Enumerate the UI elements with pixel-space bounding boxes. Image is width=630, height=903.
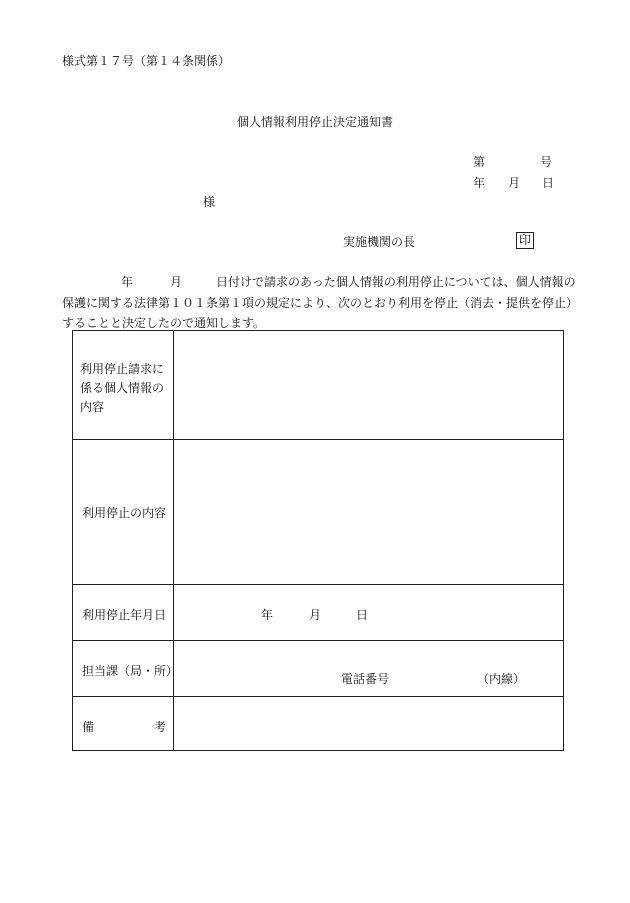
agency-head: 実施機関の長 (343, 235, 416, 249)
body-text-line-3: することと決定したので通知します。 (62, 316, 266, 330)
row-label-remarks-first-char: 備 (82, 720, 95, 734)
body-text-line-1: 日付けで請求のあった個人情報の利用停止については、個人情報の (216, 275, 576, 289)
row-label-suspension-content: 利用停止の内容 (82, 506, 167, 520)
table-row-divider (73, 696, 563, 697)
phone-number-label: 電話番号 (341, 672, 390, 686)
body-text-line-2: 保護に関する法律第１０１条第１項の規定により、次のとおり利用を停止（消去・提供を停止） (62, 296, 579, 310)
row-label-department: 担当課（局・所） (82, 664, 179, 678)
issue-date-year: 年 (473, 176, 486, 190)
request-date-year: 年 (121, 275, 134, 289)
document-title: 個人情報利用停止決定通知書 (236, 115, 393, 129)
form-number: 様式第１７号（第１４条関係） (62, 54, 231, 68)
issue-date-month: 月 (508, 176, 521, 190)
table-row-divider (73, 584, 563, 585)
suspension-date-year: 年 (261, 608, 274, 622)
addressee-honorific: 様 (203, 195, 216, 209)
decision-table (72, 330, 564, 751)
seal-mark: 印 (516, 232, 534, 249)
suspension-date-month: 月 (309, 608, 322, 622)
issue-date-day: 日 (542, 176, 555, 190)
suspension-date-day: 日 (356, 608, 369, 622)
extension-label: （内線） (477, 672, 526, 686)
row-label-request-content: 利用停止請求に係る個人情報の内容 (80, 362, 165, 414)
document-number-prefix: 第 (473, 155, 486, 169)
request-date-month: 月 (170, 275, 183, 289)
row-label-suspension-date: 利用停止年月日 (82, 608, 167, 622)
document-number-suffix: 号 (540, 155, 553, 169)
row-label-remarks-second-char: 考 (154, 720, 167, 734)
table-row-divider (73, 640, 563, 641)
table-row-divider (73, 439, 563, 440)
table-column-divider (173, 331, 174, 750)
